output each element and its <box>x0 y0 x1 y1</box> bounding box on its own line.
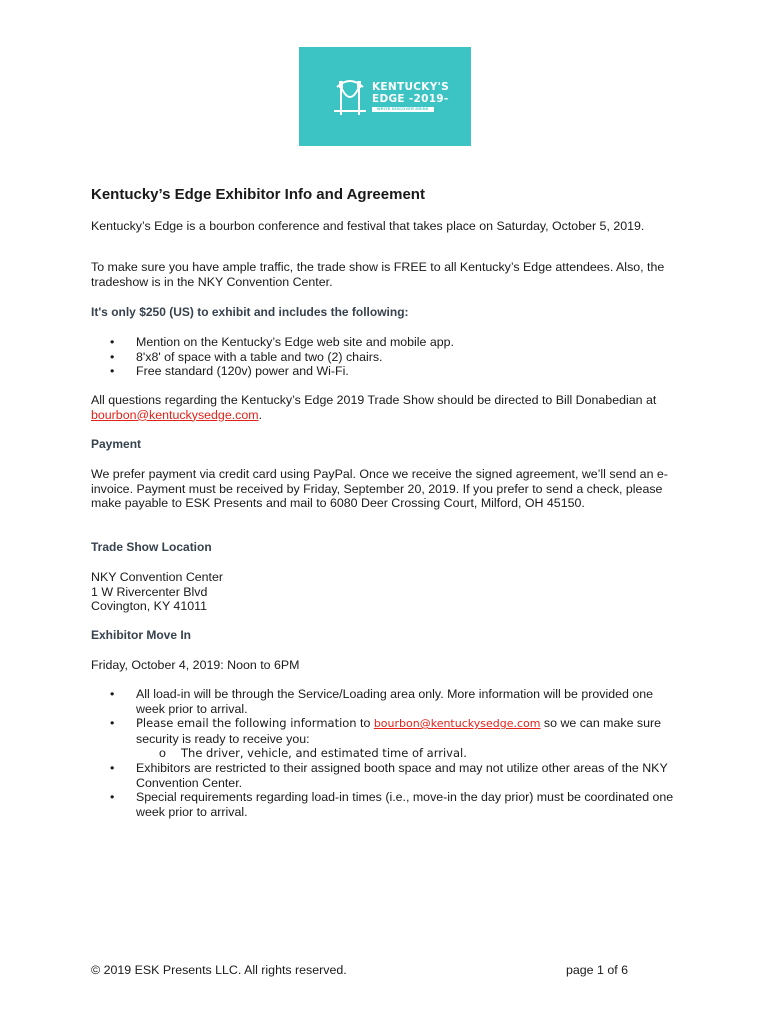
page-title: Kentucky’s Edge Exhibitor Info and Agreement <box>91 186 425 203</box>
list-item: • All load-in will be through the Service/Loading area only. More information will be provided one week prior to arrival. <box>91 687 681 716</box>
location-heading: Trade Show Location <box>91 540 212 554</box>
email-instruction-rest: so we can make sure security is ready to receive you: <box>136 716 662 746</box>
payment-paragraph: We prefer payment via credit card using PayPal. Once we receive the signed agreement, we’ll send an e-invoice. Payment must be received by Friday, September 20, 2019. If you prefer to send a check, please make payable to ESK Presents and mail to 6080 Deer Crossing Court, Milford, OH 45150. <box>91 467 668 511</box>
list-item: • Free standard (120v) power and Wi-Fi. <box>91 364 681 379</box>
intro-paragraph-2: To make sure you have ample traffic, the trade show is FREE to all Kentucky’s Edge attendees. Also, the tradeshow is in the NKY Convention Center. <box>91 260 665 289</box>
move-in-email-link[interactable]: bourbon@kentuckysedge.com <box>373 717 541 731</box>
logo-tagline: WRITE DISCOVER DRINK <box>372 107 434 112</box>
logo-text-line2: EDGE -2019- <box>372 93 449 105</box>
intro-paragraph-1: Kentucky’s Edge is a bourbon conference and festival that takes place on Saturday, October 5, 2019. <box>91 219 645 233</box>
list-item: • Mention on the Kentucky’s Edge web site and mobile app. <box>91 335 681 350</box>
email-instruction: Please email the following information <box>136 716 357 731</box>
list-item: • Special requirements regarding load-in times (i.e., move-in the day prior) must be coordinated one week prior to arrival. <box>91 790 681 819</box>
questions-end: . <box>258 407 263 422</box>
contact-email-link[interactable]: bourbon@kentuckysedge.com <box>91 407 259 422</box>
footer-copyright: © 2019 ESK Presents LLC. All rights reserved. <box>91 963 347 977</box>
sub-item-text: The driver, vehicle, and estimated time of arrival. <box>181 746 467 761</box>
address-line: 1 W Rivercenter Blvd <box>91 584 208 599</box>
questions-paragraph <box>91 393 681 422</box>
location-address <box>91 570 681 614</box>
logo-text-line1: KENTUCKY'S <box>372 81 450 93</box>
kentuckys-edge-logo <box>299 47 471 146</box>
move-in-date: Friday, October 4, 2019: Noon to 6PM <box>91 658 300 672</box>
includes-list <box>91 335 681 379</box>
sub-bullet: o <box>159 746 166 761</box>
address-line: NKY Convention Center <box>91 570 224 584</box>
list-item: • 8'x8' of space with a table and two (2) chairs. <box>91 350 681 365</box>
move-in-list <box>91 687 681 819</box>
questions-text: All questions regarding the Kentucky’s Edge 2019 Trade Show should be directed to Bill Donabedian at <box>91 393 657 407</box>
list-item <box>91 716 681 746</box>
list-item: • Exhibitors are restricted to their assigned booth space and may not utilize other areas of the NKY Convention Center. <box>91 761 681 790</box>
payment-heading: Payment <box>91 437 142 451</box>
address-line: Covington, KY 41011 <box>91 599 207 614</box>
bridge-logo-icon <box>333 77 367 117</box>
list-sub-item <box>91 746 681 761</box>
price-heading: It's only $250 (US) to exhibit and includes the following: <box>91 305 409 319</box>
move-in-heading: Exhibitor Move In <box>91 628 192 642</box>
email-instruction-to: to <box>356 716 374 731</box>
footer-page-number: page 1 of 6 <box>566 963 629 977</box>
